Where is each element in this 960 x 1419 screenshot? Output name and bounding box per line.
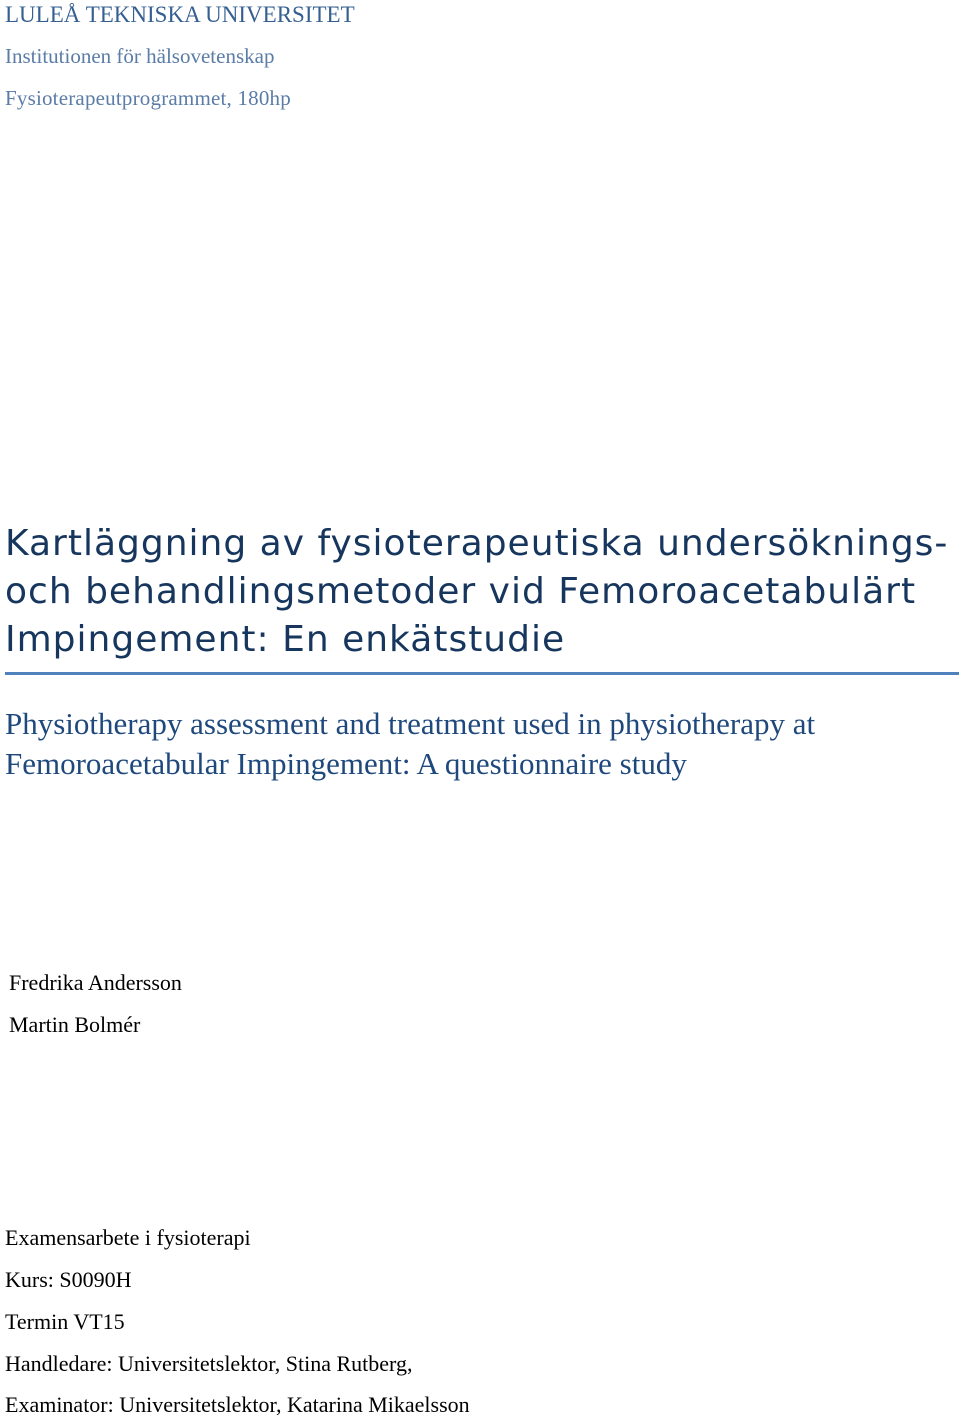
term: Termin VT15 [5, 1309, 125, 1334]
program-name: Fysioterapeutprogrammet, 180hp [5, 86, 291, 110]
author-name: Martin Bolmér [9, 1012, 141, 1037]
course-code: Kurs: S0090H [5, 1267, 132, 1292]
thesis-title [5, 520, 948, 664]
thesis-title-line-1: Kartläggning av fysioterapeutiska undersöknings- [5, 523, 949, 564]
university-name: LULEÅ TEKNISKA UNIVERSITET [5, 2, 355, 27]
supervisor: Handledare: Universitetslektor, Stina Rutberg, [5, 1351, 413, 1376]
examiner: Examinator: Universitetslektor, Katarina Mikaelsson [5, 1392, 470, 1417]
institution-name: Institutionen för hälsovetenskap [5, 44, 275, 68]
title-divider [5, 672, 959, 675]
thesis-subtitle [5, 704, 815, 784]
thesis-subtitle-line-1: Physiotherapy assessment and treatment used in physiotherapy at [5, 706, 816, 741]
thesis-subtitle-line-2: Femoroacetabular Impingement: A questionnaire study [5, 746, 687, 781]
thesis-title-line-2: och behandlingsmetoder vid Femoroacetabulärt [5, 571, 917, 612]
thesis-title-line-3: Impingement: En enkätstudie [5, 619, 566, 660]
thesis-type: Examensarbete i fysioterapi [5, 1225, 251, 1250]
author-name: Fredrika Andersson [9, 970, 182, 995]
